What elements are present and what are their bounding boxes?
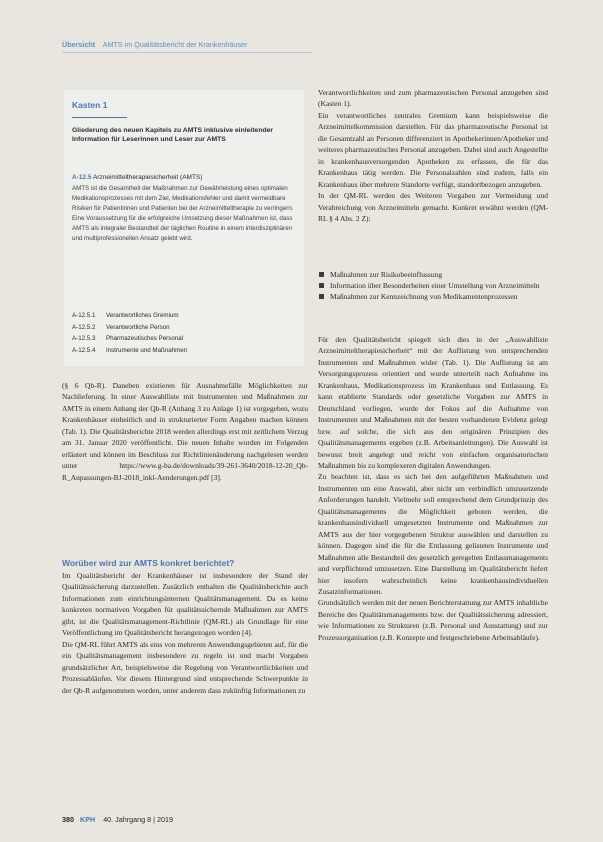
paragraph: Grundsätzlich werden mit der neuen Berichterstattung zur AMTS inhaltliche Bereiche des Qualitätsmanagements bzw. der Qualitätssicherung adressiert, wie Informationen zu Strukturen (z.B. Personal und Ausstattung) und zur Prozessorganisation (z.B. Konzepte und festgeschriebene Arbeitsabläufe). <box>318 598 548 642</box>
bullet-list <box>318 269 548 303</box>
paragraph: (§ 6 Qb-R). Daneben existieren für Ausnahmefälle Möglichkeiten zur Nachlieferung. In einer Auswahlliste mit Instrumenten und Maßnahmen zur AMTS in einem Anhang der Qb-R (Anhang 3 zu Anlage 1) ist vorgegeben, wozu Krankenhäuser einheitlich und in strukturierter Form Angaben machen können (Tab. 1). Die Qualitätsberichte 2018 werden allerdings erst mit zeitlichem Verzug am 31. Januar 2020 veröffentlicht. Die neuen Inhalte wurden im Folgenden erläutert und können im Beschluss zur Richtlinienänderung nachgelesen werden unter https://www.g-ba.de/downloads/39-261-3640/2018-12-20_Qb-R_Anpassungen-BJ-2018_inkl-Aenderungen.pdf [3]. <box>62 381 308 482</box>
paragraph: Im Qualitätsbericht der Krankenhäuser ist insbesondere der Stand der Qualitätssicherung darzustellen. Zusätzlich enthalten die Qualitätsberichte auch Informationen zum einrichtungsinternen Qualitätsmanagement. Da es keine konkreten normativen Vorgaben für qualitätssichernde Maßnahmen zur AMTS gibt, ist die Qualitätsmanagement-Richtlinie (QM-RL) als Grundlage für eine Veröffentlichung im Qualitätsbericht herangezogen worden [4]. <box>62 571 308 638</box>
toc-row <box>72 324 187 336</box>
left-column-intro <box>62 380 308 483</box>
box-ref-text: Arzneimitteltherapiesicherheit (AMTS) <box>92 174 203 181</box>
page-footer <box>62 815 173 824</box>
header-text: AMTS im Qualitätsbericht der Krankenhäuser <box>102 40 248 49</box>
paragraph: Ein verantwortliches zentrales Gremium kann beispielsweise die Arzneimittelkommission darstellen. Für das pharmazeutische Personal ist die Gesamtzahl an Personen differenziert in Apothekerinnen/Apotheker und weiteres pharmazeutisches Personal anzugeben. Dabei sind auch Angestellte in krankenhausversorgenden Apotheken zu erfassen, die für das Krankenhaus tätig werden. Die Personalzahlen sind zudem, falls ein Krankenhaus über mehrere Standorte verfügt, standortbezogen anzugeben. <box>318 110 548 189</box>
box-title: Kasten 1 <box>72 100 108 110</box>
journal-issue: 40. Jahrgang 8 | 2019 <box>103 815 173 824</box>
journal-name: KPH <box>80 815 96 824</box>
bullet-item: Maßnahmen zur Kennzeichnung von Medikamentenprozessen <box>318 291 548 302</box>
toc-label: Verantwortliches Gremium <box>106 312 179 319</box>
paragraph: Für den Qualitätsbericht spiegelt sich dies in der „Auswahlliste Arzneimitteltherapiesicherheit“ mit der Auflistung von entsprechenden Instrumenten und Maßnahmen wider (Tab. 1). Die Auflistung ist am Versorgungsprozess orientiert und wurde unterteilt nach Aufnahme ins Krankenhaus, Medikationsprozess im Krankenhaus und Entlassung. Es kann etablierte Standards oder gesetzliche Vorgaben zur AMTS in Deutschland vorliegen, wurde der Fokus auf die Aufnahme von Instrumenten und Maßnahmen mit der besten vorhandenen Evidenz gelegt bzw. auf solche, die sich aus den originären Prinzipien des Qualitätsmanagements ergeben (z.B. Arbeitsanleitungen). Die Auswahl ist bewusst breit angelegt und reicht von einfachen organisatorischen Maßnahmen bis zu komplexeren digitalen Anwendungen. <box>318 335 548 470</box>
header-section: Übersicht <box>62 40 96 49</box>
toc-number: A-12.5.1 <box>72 312 96 319</box>
paragraph: Die QM-RL führt AMTS als eins von mehreren Anwendungsgebieten auf, für die ein Qualitätsmanagement insbesondere zu regeln ist und macht Vorgaben grundsätzlicher Art, beispielsweise die Regelung von Verantwortlichkeiten und Prozessabläufen. Vor diesem Hintergrund sind entsprechende Schwerpunkte in der Qb-R aufgenommen worden, unter anderem dass zukünftig Informationen zu <box>62 639 308 695</box>
page-number: 380 <box>62 815 74 824</box>
paragraph: Zu beachten ist, dass es sich bei den aufgeführten Maßnahmen und Instrumenten um eine Auswahl, aber nicht um verbindlich umzusetzende Anforderungen handelt. Vielmehr soll entsprechend dem Grundprinzip des Qualitätsmanagements die Möglichkeit geboten werden, die krankenhausindividuell umgesetzten Instrumente und Maßnahmen zur AMTS aus der hier vorgegebenen Struktur auswählen und darstellen zu können. Dagegen sind die für die Entlassung gelisteten Instrumente und Maßnahmen alle Bestandteil des gesetzlich geregelten Entlassmanagements und verpflichtend umzusetzen. Eine Darstellung im Qualitätsbericht liefert hier insofern wahrscheinlich keine krankenhausindividuellen Zusatzinformationen. <box>318 472 548 596</box>
box-heading: Gliederung des neuen Kapitels zu AMTS inklusive einleitender Information für Leserinnen und Leser zur AMTS <box>72 127 274 144</box>
right-column-body <box>318 334 548 643</box>
box-title-rule <box>72 117 127 118</box>
toc-row <box>72 312 187 324</box>
bullet-item: Maßnahmen zur Risikobeeinflussung <box>318 269 548 280</box>
header-rule <box>62 52 312 53</box>
toc-number: A-12.5.2 <box>72 323 96 331</box>
paragraph: In der QM-RL werden des Weiteren Vorgaben zur Vermeidung und Verabreichung von Arzneimitteln gemacht. Konkret erwähnt werden (QM-RL § 4 Abs. 2 Z): <box>318 191 548 223</box>
info-box <box>64 90 304 366</box>
bullet-item: Information über Besonderheiten einer Umstellung von Arzneimitteln <box>318 280 548 291</box>
toc-number: A-12.5.3 <box>72 335 96 343</box>
box-toc <box>72 312 187 358</box>
right-column-top <box>318 87 548 224</box>
toc-number: A-12.5.4 <box>72 346 96 354</box>
section-subheading: Worüber wird zur AMTS konkret berichtet? <box>62 558 235 568</box>
toc-row <box>72 335 187 347</box>
toc-row <box>72 347 187 359</box>
box-ref-number: A-12.5 <box>72 174 92 181</box>
running-header <box>62 40 247 49</box>
box-reference <box>72 174 202 181</box>
toc-label: Pharmazeutisches Personal <box>106 335 184 343</box>
toc-label: Instrumente und Maßnahmen <box>106 346 188 354</box>
box-body: AMTS ist die Gesamtheit der Maßnahmen zur Gewährleistung eines optimalen Medikationsprozesses mit dem Ziel, Medikationsfehler und damit vermeidbare Risiken für Patientinnen und Patienten bei der Arzneimitteltherapie zu verringern. Eine Voraussetzung für die erfolgreiche Umsetzung dieser Maßnahmen ist, dass AMTS als integraler Bestandteil der täglichen Routine in einem interdisziplinären und multiprofessionellen Ansatz gelebt wird. <box>72 185 294 242</box>
left-column-body <box>62 570 308 696</box>
toc-label: Verantwortliche Person <box>106 323 170 331</box>
paragraph: Verantwortlichkeiten und zum pharmazeutischen Personal anzugeben sind (Kasten 1). <box>318 88 548 109</box>
